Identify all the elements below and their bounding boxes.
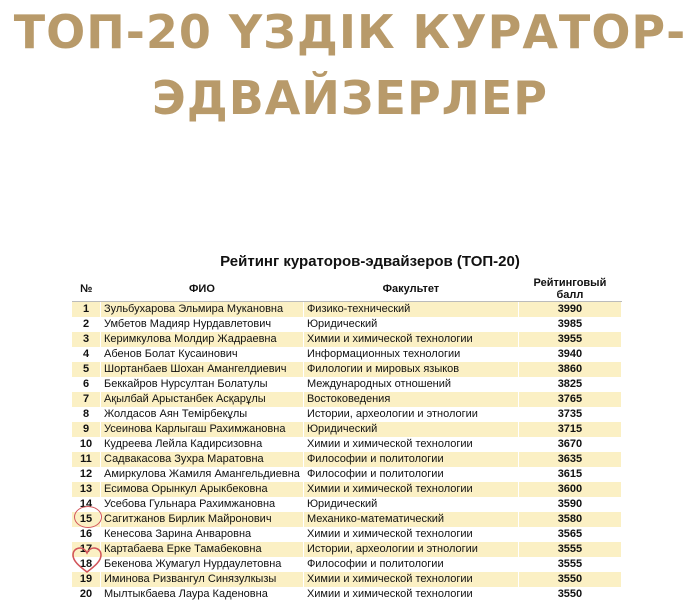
faculty: Химии и химической технологии — [303, 572, 518, 587]
curator-name: Садвакасова Зухра Маратовна — [101, 452, 304, 467]
rating-score: 3635 — [518, 452, 621, 467]
row-number: 20 — [72, 587, 101, 602]
faculty: Международных отношений — [303, 377, 518, 392]
curator-name: Шортанбаев Шохан Амангелдиевич — [101, 362, 304, 377]
faculty: Истории, археологии и этнологии — [303, 407, 518, 422]
curator-name: Жолдасов Аян Темірбекұлы — [101, 407, 304, 422]
table-row — [72, 482, 621, 497]
curator-name: Кенесова Зарина Анваровна — [101, 527, 304, 542]
column-header-number: № — [72, 277, 101, 302]
curator-name: Абенов Болат Кусаинович — [101, 347, 304, 362]
rating-score: 3615 — [518, 467, 621, 482]
rating-score: 3985 — [518, 317, 621, 332]
faculty: Юридический — [303, 497, 518, 512]
curator-name: Керимкулова Молдир Жадраевна — [101, 332, 304, 347]
column-header-faculty: Факультет — [303, 277, 518, 302]
row-number: 13 — [72, 482, 101, 497]
faculty: Истории, археологии и этнологии — [303, 542, 518, 557]
faculty: Химии и химической технологии — [303, 437, 518, 452]
rating-score: 3555 — [518, 557, 621, 572]
faculty: Информационных технологии — [303, 347, 518, 362]
rating-score: 3565 — [518, 527, 621, 542]
table-row — [72, 587, 621, 602]
faculty: Востоковедения — [303, 392, 518, 407]
table-row — [72, 347, 621, 362]
table-row — [72, 512, 621, 527]
row-number: 17 — [72, 542, 101, 557]
table-row — [72, 377, 621, 392]
rating-score: 3580 — [518, 512, 621, 527]
table-header-row — [72, 277, 621, 302]
faculty: Философии и политологии — [303, 557, 518, 572]
rating-score: 3860 — [518, 362, 621, 377]
row-number: 5 — [72, 362, 101, 377]
row-number: 6 — [72, 377, 101, 392]
table-row — [72, 497, 621, 512]
rating-score: 3550 — [518, 572, 621, 587]
table-row — [72, 302, 621, 318]
table-row — [72, 452, 621, 467]
faculty: Химии и химической технологии — [303, 482, 518, 497]
table-body — [72, 302, 621, 602]
rating-score: 3825 — [518, 377, 621, 392]
rating-table — [72, 277, 622, 602]
table-row — [72, 557, 621, 572]
headline-line-1: ТОП-20 ҮЗДІК КУРАТОР- — [0, 4, 700, 60]
faculty: Юридический — [303, 317, 518, 332]
table-row — [72, 422, 621, 437]
row-number: 15 — [72, 512, 101, 527]
faculty: Философии и политологии — [303, 467, 518, 482]
rating-score: 3590 — [518, 497, 621, 512]
curator-name: Есимова Орынкул Арыкбековна — [101, 482, 304, 497]
row-number: 8 — [72, 407, 101, 422]
curator-name: Мылтыкбаева Лаура Каденовна — [101, 587, 304, 602]
row-number: 12 — [72, 467, 101, 482]
table-row — [72, 542, 621, 557]
rating-score: 3955 — [518, 332, 621, 347]
table-row — [72, 392, 621, 407]
rating-score: 3555 — [518, 542, 621, 557]
curator-name: Усеинова Карлыгаш Рахимжановна — [101, 422, 304, 437]
row-number: 11 — [72, 452, 101, 467]
curator-name: Умбетов Мадияр Нурдавлетович — [101, 317, 304, 332]
row-number: 9 — [72, 422, 101, 437]
rating-score: 3550 — [518, 587, 621, 602]
row-number: 7 — [72, 392, 101, 407]
table-row — [72, 362, 621, 377]
faculty: Филологии и мировых языков — [303, 362, 518, 377]
curator-name: Бекенова Жумагул Нурдаулетовна — [101, 557, 304, 572]
curator-name: Кудреева Лейла Кадирсизовна — [101, 437, 304, 452]
table-row — [72, 317, 621, 332]
row-number: 19 — [72, 572, 101, 587]
row-number: 4 — [72, 347, 101, 362]
rating-score: 3600 — [518, 482, 621, 497]
table-row — [72, 527, 621, 542]
table-title: Рейтинг кураторов-эдвайзеров (ТОП-20) — [60, 253, 680, 270]
rating-score: 3940 — [518, 347, 621, 362]
curator-name: Амиркулова Жамиля Амангельдиевна — [101, 467, 304, 482]
faculty: Химии и химической технологии — [303, 332, 518, 347]
curator-name: Иминова Ризвангул Синязулкызы — [101, 572, 304, 587]
rating-score: 3765 — [518, 392, 621, 407]
faculty: Юридический — [303, 422, 518, 437]
column-header-score: Рейтинговый балл — [518, 277, 621, 302]
curator-name: Сагитжанов Бирлик Майронович — [101, 512, 304, 527]
curator-name: Беккайров Нурсултан Болатулы — [101, 377, 304, 392]
rating-score: 3715 — [518, 422, 621, 437]
headline-line-2: ЭДВАЙЗЕРЛЕР — [0, 70, 700, 126]
table-row — [72, 572, 621, 587]
rating-score: 3990 — [518, 302, 621, 318]
faculty: Химии и химической технологии — [303, 527, 518, 542]
column-header-name: ФИО — [101, 277, 304, 302]
table-row — [72, 407, 621, 422]
row-number: 10 — [72, 437, 101, 452]
curator-name: Картабаева Ерке Тамабековна — [101, 542, 304, 557]
row-number: 1 — [72, 302, 101, 318]
curator-name: Усебова Гульнара Рахимжановна — [101, 497, 304, 512]
rating-score: 3735 — [518, 407, 621, 422]
row-number: 2 — [72, 317, 101, 332]
table-row — [72, 332, 621, 347]
table-row — [72, 437, 621, 452]
faculty: Механико-математический — [303, 512, 518, 527]
curator-name: Зульбухарова Эльмира Мукановна — [101, 302, 304, 318]
faculty: Философии и политологии — [303, 452, 518, 467]
curator-name: Ақылбай Арыстанбек Асқарұлы — [101, 392, 304, 407]
faculty: Химии и химической технологии — [303, 587, 518, 602]
rating-score: 3670 — [518, 437, 621, 452]
faculty: Физико-технический — [303, 302, 518, 318]
row-number: 3 — [72, 332, 101, 347]
row-number: 14 — [72, 497, 101, 512]
row-number: 16 — [72, 527, 101, 542]
table-row — [72, 467, 621, 482]
row-number: 18 — [72, 557, 101, 572]
